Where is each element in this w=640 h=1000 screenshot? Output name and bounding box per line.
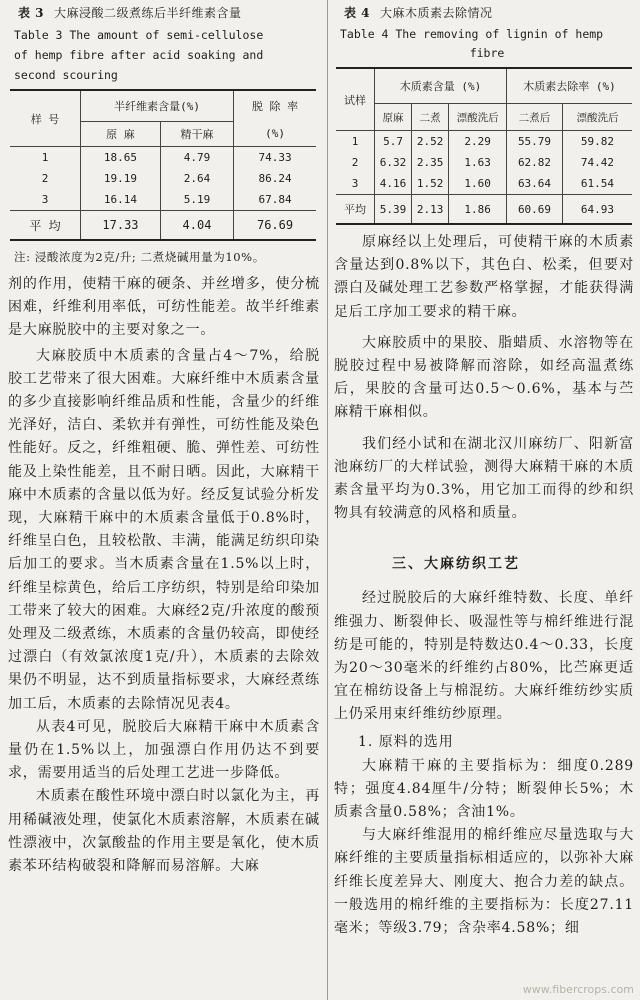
table3-caption: 表 3 大麻浸酸二级煮练后半纤维素含量 (18, 6, 242, 20)
table4-caption: 表 4 大麻木质素去除情况 (344, 6, 493, 20)
paragraph: 经过脱胶后的大麻纤维特数、长度、单纤维强力、断裂伸长、吸湿性等与棉纤维进行混纺是可能的，特别是特数达0.4～0.33，长度为20～30毫米的纤维约占80%，比苎麻更适宜在棉纺设备上与棉混纺。大麻纤维纺纱实质上仍采用束纤维纺纱原理。 (334, 590, 634, 723)
table-row: 1 18.65 4.79 74.33 (10, 147, 316, 169)
table3-caption-en: Table 3 The amount of semi-cellulose of hemp fibre after acid soaking and second scouring (14, 28, 264, 82)
paragraph: 原麻经以上处理后，可使精干麻的木质素含量达到0.8%以下，其色白、松柔，但要对漂白及碱处理工艺参数严格掌握，才能获得满足后工序加工要求的精干麻。 (334, 234, 634, 320)
paragraph: 大麻胶质中木质素的含量占4～7%，给脱胶工艺带来了很大困难。大麻纤维中木质素含量的多少直接影响纤维品质和性能，含量少的纤维光泽好，洁白、柔软并有弹性，可纺性能及染色性能好。反之，纤维粗硬、脆、弹性差、可纺性能及上染性能差，且不耐日晒。因此，大麻精干麻中木质素的含量以低为好。经反复试验分析发现，大麻精干麻中的木质素含量低于0.8%时，纤维呈白色，且较松散、丰满，能满足纺织印染后加工的要求。当木质素含量在1.5%以上时，纤维呈棕黄色，给后工序纺织，特别是给印染加工带来了较大的困难。大麻经2克/升浓度的酸预处理及二级煮练，木质素的含量仍较高，即使经过漂白（有效氯浓度1克/升），木质素的去除效果仍不明显，达不到质量指标要求，大麻经煮练加工后，木质素的去除情况见表4。 (8, 347, 320, 712)
paragraph: 大麻精干麻的主要指标为：细度0.289特；强度4.84厘牛/分特；断裂伸长5%；木质素含量0.58%；含油1%。 (334, 757, 634, 821)
left-column (8, 0, 320, 878)
table3-header-semicellulose: 半纤维素含量(%) (81, 90, 234, 122)
paragraph: 剂的作用，使精干麻的硬条、并丝增多，使分梳困难，纤维利用率低，可纺性能差。故半纤维素是大麻脱胶中的主要对象之一。 (8, 276, 320, 339)
watermark: www.fibercrops.com (522, 983, 634, 996)
table-row-average: 平 均 17.33 4.04 76.69 (10, 211, 316, 241)
table3 (10, 89, 316, 241)
table4-header-lignin: 木质素含量 (%) (375, 68, 507, 104)
table4-header-sample: 试样 (344, 93, 366, 107)
table3-header-percent: (%) (234, 122, 316, 147)
table3-header-sample: 样 号 (30, 112, 60, 126)
paragraph: 我们经小试和在湖北汉川麻纺厂、阳新富池麻纺厂的大样试验，测得大麻精干麻的木质素含量平均为0.3%，用它加工而得的纱和织物具有较满意的风格和质量。 (334, 435, 634, 522)
table-row-average: 平均 5.39 2.13 1.86 60.69 64.93 (336, 195, 632, 225)
column-divider (327, 0, 328, 1000)
table4-header-removal: 木质素去除率 (%) (507, 68, 632, 104)
paragraph: 与大麻纤维混用的棉纤维应尽量选取与大麻纤维的主要质量指标相适应的，以弥补大麻纤维长度差异大、刚度大、抱合力差的缺点。一般选用的棉纤维的主要指标为：长度27.11毫米；等级3.79；含杂率4.58%；细 (334, 827, 634, 937)
paragraph: 从表4可见，脱胶后大麻精干麻中木质素含量仍在1.5%以上，加强漂白作用仍达不到要求，需要用适当的后处理工艺进一步降低。 (8, 718, 320, 782)
table-row: 3 4.16 1.52 1.60 63.64 61.54 (336, 173, 632, 195)
table3-header-refined: 精干麻 (160, 122, 233, 147)
table-row: 2 6.32 2.35 1.63 62.82 74.42 (336, 152, 632, 173)
table3-header-raw: 原 麻 (81, 122, 161, 147)
table4-caption-en: Table 4 The removing of lignin of hemp fibre (340, 27, 604, 60)
paragraph: 木质素在酸性环境中漂白时以氯化为主，再用稀碱液处理，使氯化木质素溶解，木质素在碱性漂液中，次氯酸盐的作用主要是氧化，使木质素苯环结构破裂和降解而易溶解。大麻 (8, 788, 320, 875)
table3-note: 注: 浸酸浓度为2克/升; 二煮烧碱用量为10%。 (14, 250, 265, 264)
table-row: 2 19.19 2.64 86.24 (10, 168, 316, 189)
paragraph: 大麻胶质中的果胶、脂蜡质、水溶物等在脱胶过程中易被降解而溶除，如经高温煮练后，果胶的含量可达0.5～0.6%，基本与苎麻精干麻相似。 (334, 334, 634, 421)
subsection-heading: 1. 原料的选用 (358, 733, 454, 750)
table3-header-removal: 脱 除 率 (234, 90, 316, 122)
section-heading: 三、大麻纺织工艺 (392, 556, 520, 573)
table-row: 1 5.7 2.52 2.29 55.79 59.82 (336, 131, 632, 153)
table4: 试样 木质素含量 (%) 木质素去除率 (%) 原麻 二煮 漂酸洗后 二煮后 漂酸洗后 1 5.7 2.52 2.29 55.79 59.82 2 6.32 2.35 1.63 62.82 74.42 3 4.16 1.52 1.60 63.64 61.54 平均 5.39 2.13 1.86 60.69 64.93 (336, 67, 632, 225)
table-row: 3 16.14 5.19 67.84 (10, 189, 316, 211)
right-column (334, 0, 634, 940)
